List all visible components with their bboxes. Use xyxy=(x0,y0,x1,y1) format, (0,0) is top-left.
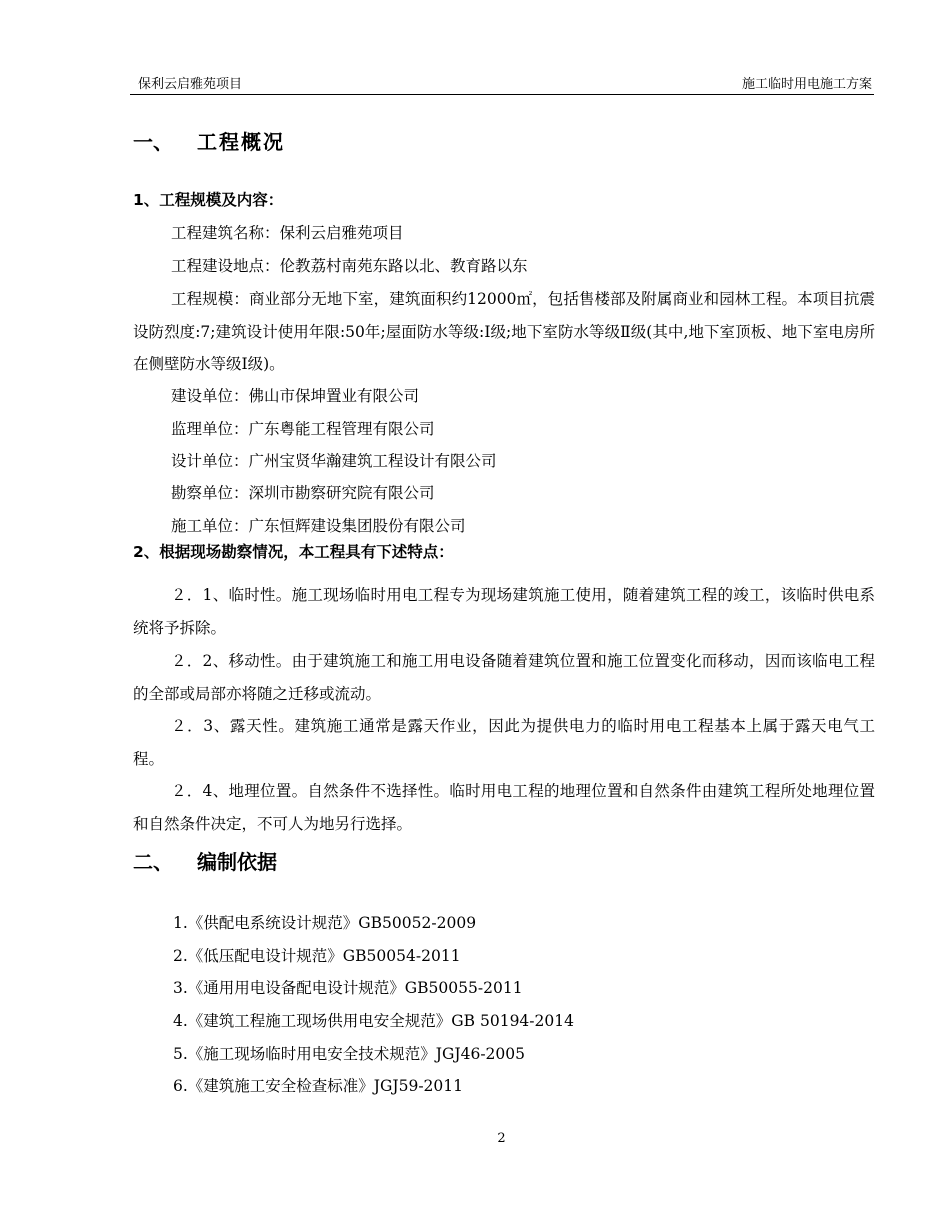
contractor-line: 施工单位：广东恒辉建设集团股份有限公司 xyxy=(171,517,466,535)
reference-item: 2.《低压配电设计规范》GB50054-2011 xyxy=(173,947,461,965)
reference-item: 4.《建筑工程施工现场供用电安全规范》GB 50194-2014 xyxy=(173,1012,574,1030)
section-2-number: 二、 xyxy=(133,850,173,874)
feature-paragraph-3: ２．3、露天性。建筑施工通常是露天作业，因此为提供电力的临时用电工程基本上属于露天电气工程。 xyxy=(133,717,875,768)
section-1-number: 一、 xyxy=(133,130,173,154)
feature-paragraph-2: ２．2、移动性。由于建筑施工和施工用电设备随着建筑位置和施工位置变化而移动，因而该临电工程的全部或局部亦将随之迁移或流动。 xyxy=(133,652,875,703)
header-document-title: 施工临时用电施工方案 xyxy=(741,77,872,92)
designer-line: 设计单位：广州宝贤华瀚建筑工程设计有限公司 xyxy=(171,452,497,470)
section-1-heading xyxy=(133,129,285,155)
subsection-1-heading: 1、工程规模及内容： xyxy=(133,191,284,209)
location-line: 工程建设地点：伦教荔村南苑东路以北、教育路以东 xyxy=(171,257,528,275)
feature-paragraph-4: ２．4、地理位置。自然条件不选择性。临时用电工程的地理位置和自然条件由建筑工程所处地理位置和自然条件决定，不可人为地另行选择。 xyxy=(133,782,875,833)
owner-line: 建设单位：佛山市保坤置业有限公司 xyxy=(171,387,420,405)
header-project-name: 保利云启雅苑项目 xyxy=(138,77,243,92)
section-2-title: 编制依据 xyxy=(197,850,277,874)
subsection-2-heading: 2、根据现场勘察情况，本工程具有下述特点： xyxy=(133,543,454,561)
page-number: 2 xyxy=(497,1131,506,1146)
reference-item: 5.《施工现场临时用电安全技术规范》JGJ46-2005 xyxy=(173,1045,526,1063)
reference-item: 3.《通用用电设备配电设计规范》GB50055-2011 xyxy=(173,979,523,997)
section-1-title: 工程概况 xyxy=(197,130,285,154)
scale-paragraph: 工程规模：商业部分无地下室，建筑面积约12000㎡，包括售楼部及附属商业和园林工程。本项目抗震设防烈度:7;建筑设计使用年限:50年;屋面防水等级:Ⅰ级;地下室防水等级Ⅱ级(其中,地下室顶板、地下室电房所在侧壁防水等级Ⅰ级)。 xyxy=(133,290,875,373)
supervisor-line: 监理单位：广东粤能工程管理有限公司 xyxy=(171,420,435,438)
reference-item: 6.《建筑施工安全检查标准》JGJ59-2011 xyxy=(173,1077,464,1095)
section-2-heading xyxy=(133,849,277,875)
surveyor-line: 勘察单位：深圳市勘察研究院有限公司 xyxy=(171,484,435,502)
page-header xyxy=(130,76,874,95)
feature-paragraph-1: ２．1、临时性。施工现场临时用电工程专为现场建筑施工使用，随着建筑工程的竣工，该临时供电系统将予拆除。 xyxy=(133,586,875,637)
building-name-line: 工程建筑名称：保利云启雅苑项目 xyxy=(171,224,404,242)
reference-item: 1.《供配电系统设计规范》GB50052-2009 xyxy=(173,914,477,932)
